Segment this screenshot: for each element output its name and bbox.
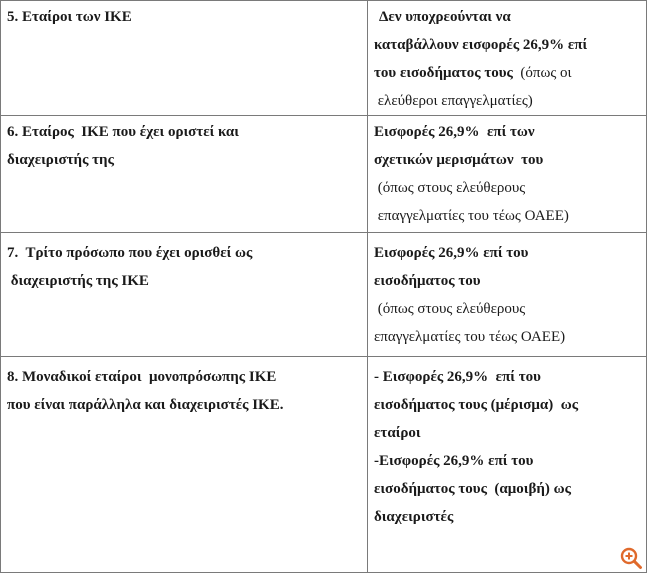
table-row [1, 233, 647, 357]
contribution-line: εισοδήματος τους (μέρισμα) ως [374, 397, 579, 413]
row-category-cell [1, 1, 368, 116]
contribution-line: εταίροι [374, 425, 421, 441]
table-row [1, 1, 647, 116]
category-line: 6. Εταίρος ΙΚΕ που έχει οριστεί και [7, 124, 239, 140]
contribution-line: Εισφορές 26,9% επί του [374, 245, 529, 261]
contribution-line: Δεν υποχρεούνται να [379, 9, 511, 25]
contribution-normal-part: (όπως οι [512, 65, 572, 81]
contribution-line: - Εισφορές 26,9% επί του [374, 369, 541, 385]
category-line: διαχειριστής της [7, 152, 114, 168]
contribution-line: σχετικών μερισμάτων του [374, 152, 544, 168]
category-line: που είναι παράλληλα και διαχειριστές ΙΚΕ. [7, 397, 284, 413]
contribution-line [374, 59, 642, 87]
table-row [1, 116, 647, 233]
row-category-cell [1, 116, 368, 233]
contribution-line: (όπως στους ελεύθερους [374, 180, 526, 196]
category-line: 5. Εταίροι των ΙΚΕ [7, 9, 132, 25]
row-contribution-cell [368, 233, 647, 357]
category-line: διαχειριστής της ΙΚΕ [7, 273, 149, 289]
contribution-line: διαχειριστές [374, 509, 454, 525]
row-contribution-cell [368, 357, 647, 573]
contribution-line: -Εισφορές 26,9% επί του [374, 453, 534, 469]
row-category-cell [1, 233, 368, 357]
contribution-bold-part: του εισοδήματος τους [374, 65, 513, 81]
contribution-line: εισοδήματος τους (αμοιβή) ως [374, 481, 571, 497]
contribution-line: εισοδήματος του [374, 273, 481, 289]
category-line: 8. Μοναδικοί εταίροι μονοπρόσωπης ΙΚΕ [7, 369, 277, 385]
contribution-line: επαγγελματίες του τέως ΟΑΕΕ) [374, 208, 569, 224]
row-contribution-cell [368, 1, 647, 116]
zoom-in-icon[interactable] [619, 546, 643, 570]
row-contribution-cell [368, 116, 647, 233]
contribution-line: Εισφορές 26,9% επί των [374, 124, 535, 140]
category-line: 7. Τρίτο πρόσωπο που έχει ορισθεί ως [7, 245, 253, 261]
table-row [1, 357, 647, 573]
contribution-line: ελεύθεροι επαγγελματίες) [374, 93, 533, 109]
row-category-cell [1, 357, 368, 573]
contribution-line: καταβάλλουν εισφορές 26,9% επί [374, 37, 588, 53]
contribution-line: επαγγελματίες του τέως ΟΑΕΕ) [374, 329, 566, 345]
contribution-line: (όπως στους ελεύθερους [374, 301, 526, 317]
